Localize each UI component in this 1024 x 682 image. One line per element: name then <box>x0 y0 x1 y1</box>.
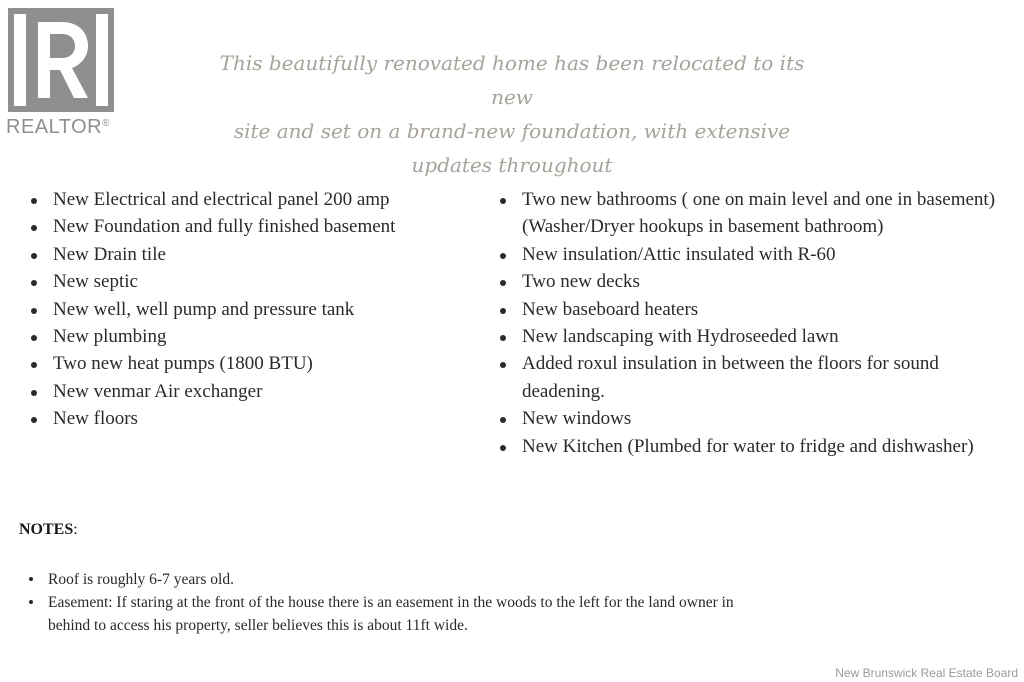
feature-item: New insulation/Attic insulated with R-60 <box>500 241 1000 268</box>
intro-line: This beautifully renovated home has been relocated to its new <box>219 51 805 109</box>
feature-item: New Kitchen (Plumbed for water to fridge and dishwasher) <box>500 433 1000 460</box>
feature-item: New septic <box>31 268 471 295</box>
feature-item: New landscaping with Hydroseeded lawn <box>500 323 1000 350</box>
feature-item: New windows <box>500 405 1000 432</box>
feature-item: Two new decks <box>500 268 1000 295</box>
feature-item: New baseboard heaters <box>500 296 1000 323</box>
note-item: Roof is roughly 6-7 years old. <box>28 568 768 591</box>
features-list-right <box>500 186 1000 460</box>
realtor-logo <box>6 8 122 138</box>
intro-line: site and set on a brand-new foundation, with extensive <box>233 119 791 143</box>
feature-item: Two new bathrooms ( one on main level and one in basement)(Washer/Dryer hookups in basement bathroom) <box>500 186 1000 241</box>
features-list-left <box>31 186 471 433</box>
notes-heading: NOTES: <box>19 521 78 538</box>
footer-credit: New Brunswick Real Estate Board <box>835 666 1018 680</box>
intro-text <box>212 46 812 182</box>
feature-item: New Drain tile <box>31 241 471 268</box>
feature-item: Two new heat pumps (1800 BTU) <box>31 350 471 377</box>
feature-item: New venmar Air exchanger <box>31 378 471 405</box>
feature-item: Added roxul insulation in between the floors for sound deadening. <box>500 350 1000 405</box>
realtor-r-icon <box>8 8 114 112</box>
feature-item: New Electrical and electrical panel 200 amp <box>31 186 471 213</box>
feature-item: New Foundation and fully finished basement <box>31 213 471 240</box>
notes-list <box>28 568 768 637</box>
feature-item: New floors <box>31 405 471 432</box>
note-item: Easement: If staring at the front of the house there is an easement in the woods to the left for the land owner in behind to access his property, seller believes this is about 11ft wide. <box>28 591 768 637</box>
feature-item: New well, well pump and pressure tank <box>31 296 471 323</box>
feature-item: New plumbing <box>31 323 471 350</box>
intro-line: updates throughout <box>411 153 613 177</box>
realtor-wordmark: REALTOR® <box>6 116 110 138</box>
